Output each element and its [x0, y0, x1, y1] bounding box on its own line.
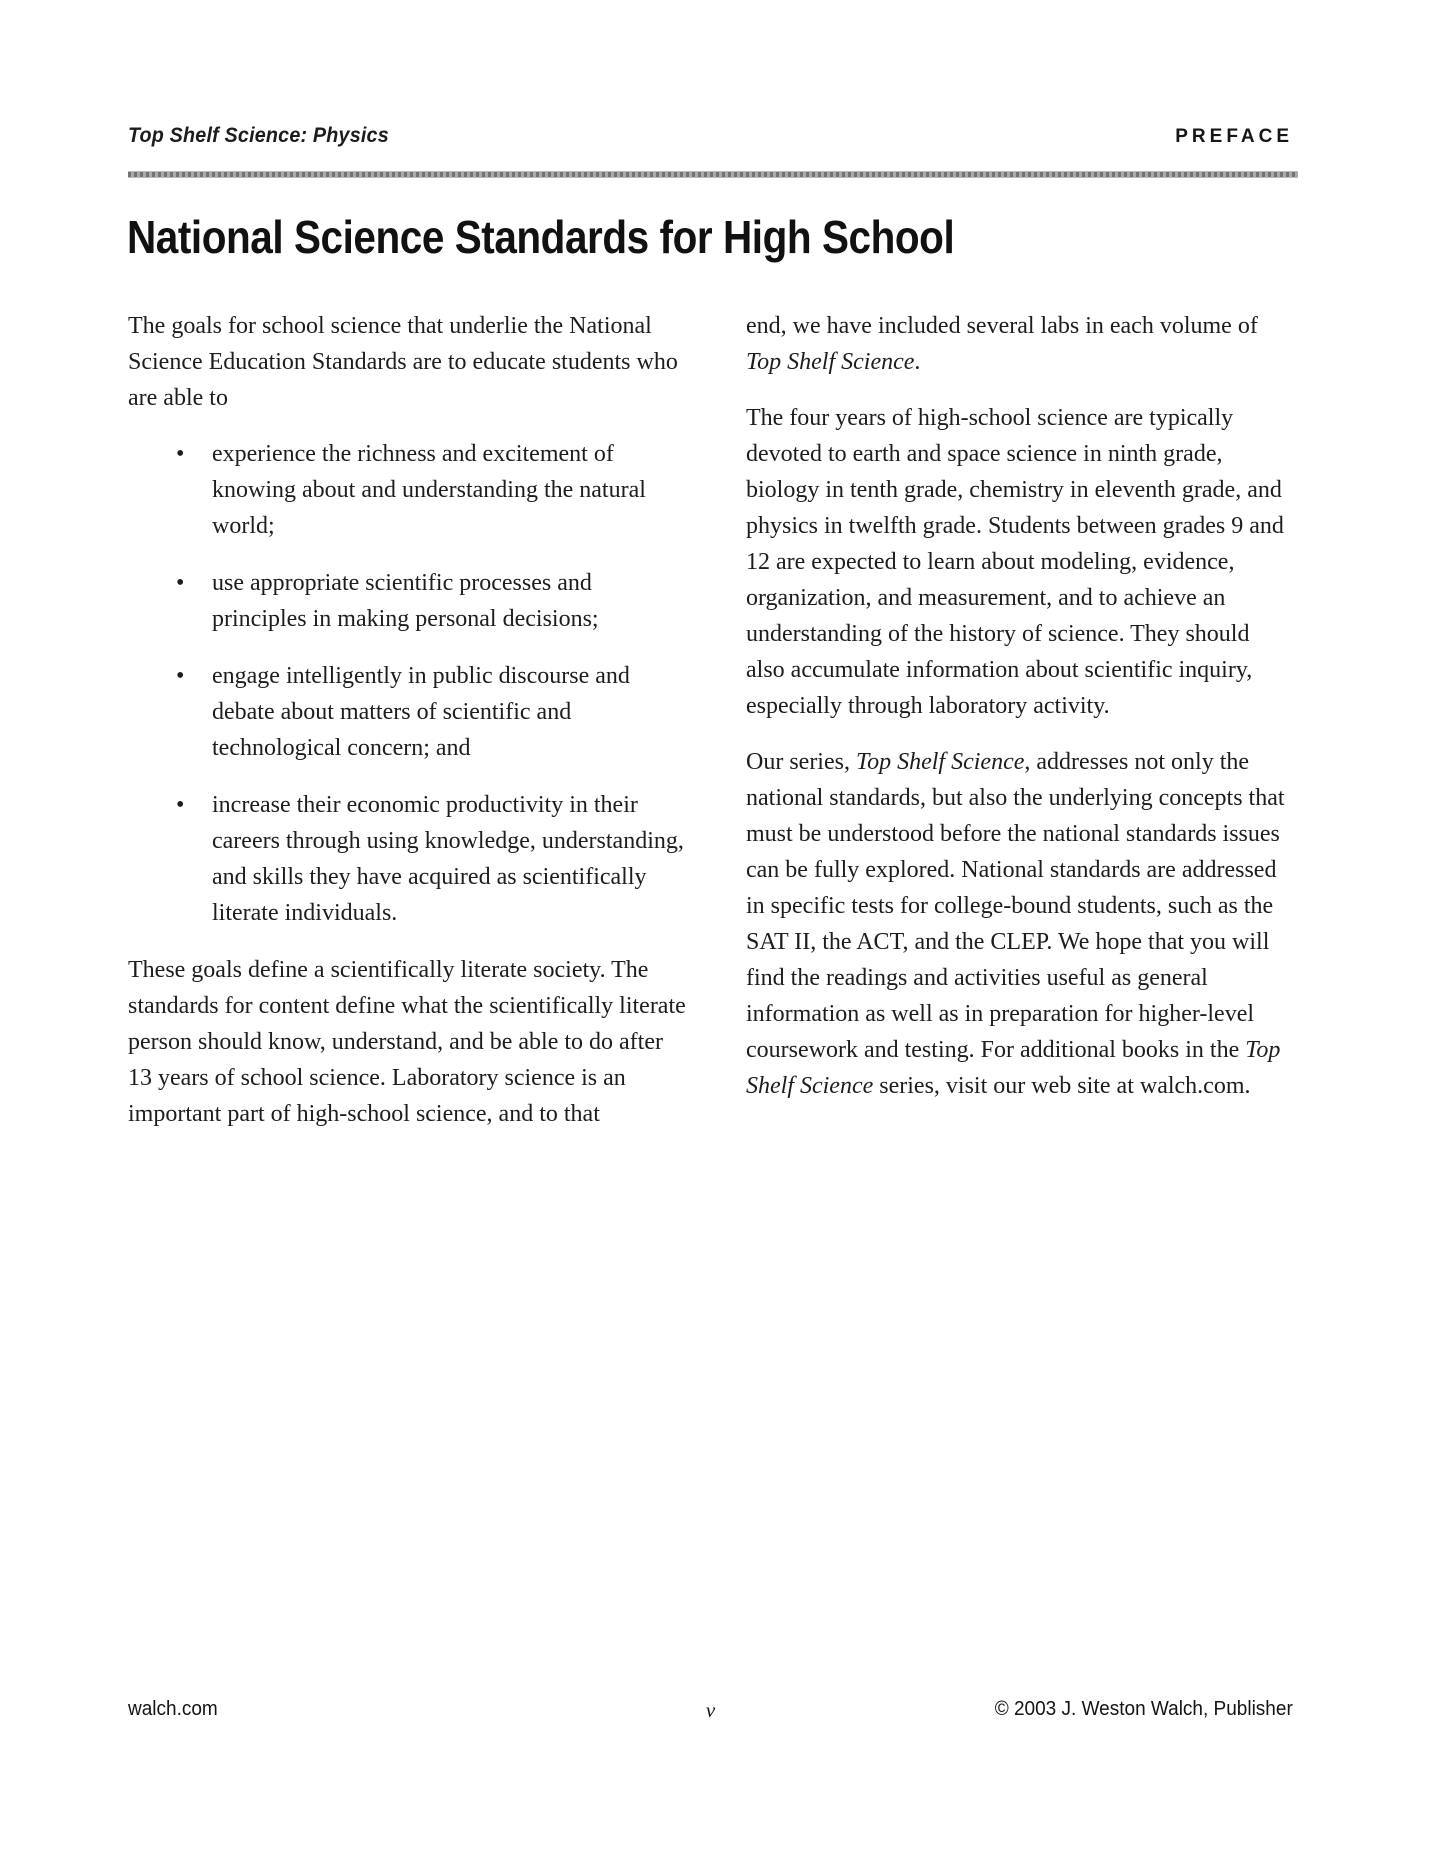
page-footer — [128, 1698, 1293, 1726]
series-title-italic: Top Shelf Science — [855, 749, 1025, 775]
paragraph-text: end, we have included several labs in each volume of — [746, 313, 1258, 339]
goals-list — [128, 436, 690, 931]
series-title-italic: Top Shelf Science — [746, 1037, 1281, 1099]
running-head-section: PREFACE — [1175, 126, 1293, 147]
bullet-item: • engage intelligently in public discourse and debate about matters of scientific and technological concern; and — [212, 658, 690, 766]
paragraph-text: , addresses not only the national standards, but also the underlying concepts that must be understood before the national standards issues can be fully explored. National standards are addressed in specific tests for college-bound students, such as the SAT II, the ACT, and the CLEP. We hope that you will find the readings and activities useful as general information as well as in preparation for higher-level coursework and testing. For additional books in the — [746, 749, 1285, 1063]
paragraph-text: . — [914, 349, 921, 375]
footer-copyright: © 2003 J. Weston Walch, Publisher — [994, 1698, 1293, 1720]
four-years-paragraph: The four years of high-school science are typically devoted to earth and space science in ninth grade, biology in tenth grade, chemistry in eleventh grade, and physics in twelfth grade. Students between grades 9 and 12 are expected to learn about modeling, evidence, organization, and measurement, and to achieve an understanding of the history of science. They should also accumulate information about scientific inquiry, especially through laboratory activity. — [746, 405, 1284, 719]
left-column — [128, 308, 690, 1152]
bullet-item: • experience the richness and excitement of knowing about and understanding the natural world; — [212, 436, 690, 544]
series-title-italic: Top Shelf Science — [746, 349, 915, 375]
bullet-item: • increase their economic productivity in their careers through using knowledge, understanding, and skills they have acquired as scientifically literate individuals. — [212, 787, 690, 931]
bullet-item: • use appropriate scientific processes and principles in making personal decisions; — [212, 565, 690, 637]
footer-page-number: v — [705, 1698, 716, 1722]
footer-website: walch.com — [128, 1698, 218, 1720]
paragraph-text: Our series, — [746, 749, 856, 775]
page-title: National Science Standards for High School — [127, 211, 955, 263]
series-paragraph — [746, 744, 1293, 1104]
right-column — [746, 308, 1293, 1152]
header-rule — [128, 171, 1298, 178]
two-column-body — [128, 308, 1293, 1152]
page-header — [128, 124, 1293, 148]
labs-paragraph — [746, 308, 1293, 380]
paragraph-text: series, visit our web site at walch.com. — [873, 1073, 1251, 1099]
intro-paragraph: The goals for school science that underlie the National Science Education Standards are to educate students who are able to — [128, 313, 678, 411]
running-head-book-title: Top Shelf Science: Physics — [128, 124, 389, 147]
closing-paragraph: These goals define a scientifically literate society. The standards for content define what the scientifically literate person should know, understand, and be able to do after 13 years of school science. Laboratory science is an important part of high-school science, and to that — [128, 957, 686, 1127]
